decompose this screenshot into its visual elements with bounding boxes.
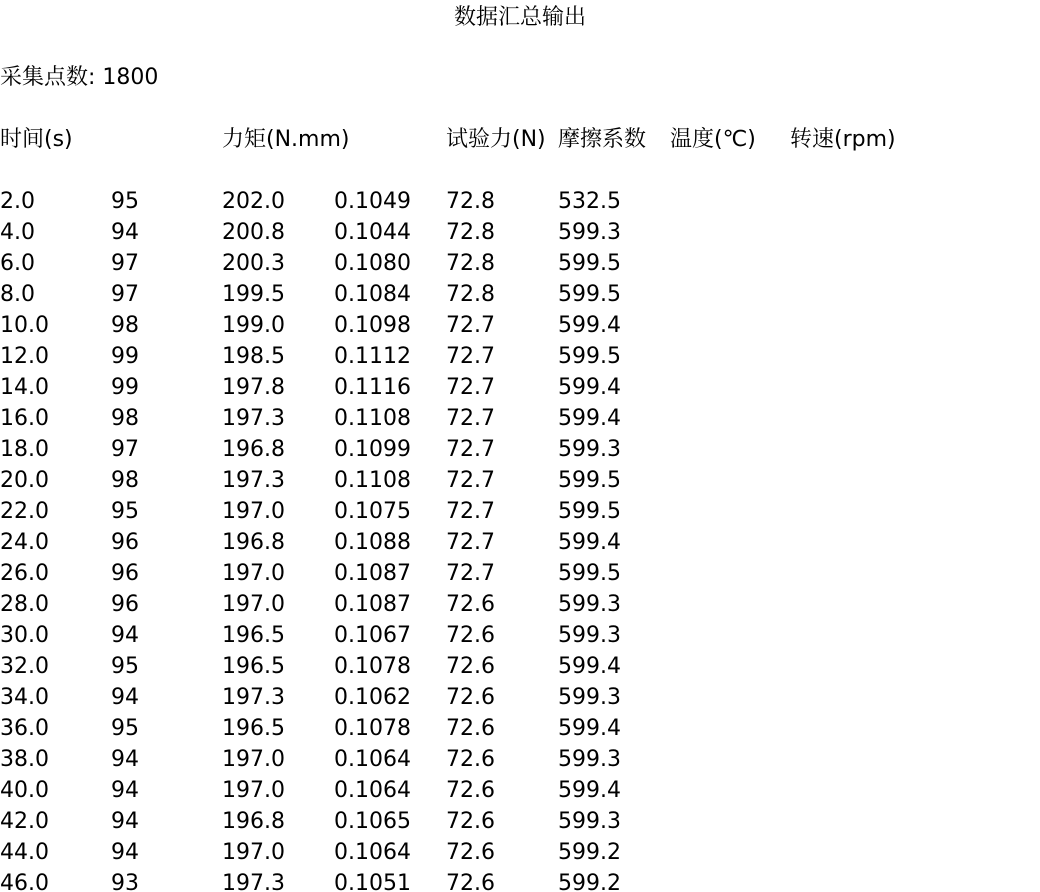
cell-col-5: 72.7 <box>446 406 495 431</box>
cell-col-3: 197.0 <box>222 840 285 865</box>
cell-col-4: 0.1088 <box>334 530 411 555</box>
cell-col-5: 72.6 <box>446 623 495 648</box>
cell-col-5: 72.7 <box>446 375 495 400</box>
cell-time: 26.0 <box>0 561 49 586</box>
cell-col-2: 98 <box>111 406 139 431</box>
table-row <box>0 496 1040 527</box>
cell-time: 14.0 <box>0 375 49 400</box>
cell-col-3: 199.5 <box>222 282 285 307</box>
sample-count <box>0 62 158 93</box>
cell-time: 32.0 <box>0 654 49 679</box>
cell-col-4: 0.1064 <box>334 747 411 772</box>
cell-col-3: 197.0 <box>222 747 285 772</box>
cell-col-3: 197.3 <box>222 685 285 710</box>
cell-col-3: 197.3 <box>222 468 285 493</box>
cell-col-5: 72.7 <box>446 530 495 555</box>
cell-col-5: 72.8 <box>446 251 495 276</box>
cell-col-3: 197.3 <box>222 871 285 892</box>
cell-col-4: 0.1116 <box>334 375 411 400</box>
page-title: 数据汇总输出 <box>453 5 586 30</box>
table-header <box>0 124 1040 155</box>
cell-col-4: 0.1087 <box>334 561 411 586</box>
cell-time: 40.0 <box>0 778 49 803</box>
cell-col-6: 599.4 <box>558 313 621 338</box>
cell-col-6: 599.3 <box>558 220 621 245</box>
cell-col-5: 72.6 <box>446 747 495 772</box>
cell-col-6: 599.2 <box>558 871 621 892</box>
header-time: 时间(s) <box>0 127 73 152</box>
cell-col-4: 0.1084 <box>334 282 411 307</box>
table-row <box>0 186 1040 217</box>
cell-col-6: 599.5 <box>558 499 621 524</box>
cell-col-3: 198.5 <box>222 344 285 369</box>
cell-col-5: 72.7 <box>446 499 495 524</box>
cell-col-6: 599.5 <box>558 468 621 493</box>
cell-col-6: 599.4 <box>558 716 621 741</box>
cell-col-3: 196.5 <box>222 623 285 648</box>
cell-col-5: 72.6 <box>446 840 495 865</box>
cell-col-6: 599.3 <box>558 809 621 834</box>
cell-col-3: 197.8 <box>222 375 285 400</box>
table-row <box>0 434 1040 465</box>
cell-col-2: 94 <box>111 809 139 834</box>
cell-time: 2.0 <box>0 189 35 214</box>
cell-col-5: 72.6 <box>446 685 495 710</box>
cell-col-3: 197.0 <box>222 592 285 617</box>
cell-col-6: 599.4 <box>558 654 621 679</box>
cell-col-5: 72.8 <box>446 189 495 214</box>
cell-time: 44.0 <box>0 840 49 865</box>
table-row <box>0 806 1040 837</box>
cell-col-5: 72.6 <box>446 871 495 892</box>
cell-col-4: 0.1078 <box>334 654 411 679</box>
cell-col-2: 97 <box>111 437 139 462</box>
sample-count-label: 采集点数: <box>0 65 96 90</box>
cell-col-2: 95 <box>111 716 139 741</box>
cell-col-4: 0.1087 <box>334 592 411 617</box>
cell-col-2: 93 <box>111 871 139 892</box>
cell-col-3: 196.8 <box>222 809 285 834</box>
cell-col-3: 197.3 <box>222 406 285 431</box>
cell-col-5: 72.6 <box>446 592 495 617</box>
cell-col-2: 98 <box>111 468 139 493</box>
table-row <box>0 868 1040 892</box>
cell-col-5: 72.7 <box>446 313 495 338</box>
cell-col-2: 94 <box>111 840 139 865</box>
cell-time: 18.0 <box>0 437 49 462</box>
cell-col-3: 197.0 <box>222 499 285 524</box>
header-friction-coefficient: 摩擦系数 <box>558 127 647 152</box>
cell-col-2: 96 <box>111 592 139 617</box>
cell-col-6: 599.5 <box>558 561 621 586</box>
cell-time: 46.0 <box>0 871 49 892</box>
table-row <box>0 744 1040 775</box>
table-row <box>0 713 1040 744</box>
cell-col-5: 72.7 <box>446 468 495 493</box>
cell-col-4: 0.1065 <box>334 809 411 834</box>
cell-time: 42.0 <box>0 809 49 834</box>
table-row <box>0 341 1040 372</box>
cell-col-3: 196.8 <box>222 437 285 462</box>
cell-col-6: 599.3 <box>558 592 621 617</box>
cell-col-6: 599.2 <box>558 840 621 865</box>
cell-col-6: 599.4 <box>558 530 621 555</box>
cell-col-2: 94 <box>111 747 139 772</box>
cell-time: 16.0 <box>0 406 49 431</box>
table-row <box>0 217 1040 248</box>
cell-time: 34.0 <box>0 685 49 710</box>
cell-col-6: 599.4 <box>558 406 621 431</box>
cell-col-6: 599.3 <box>558 747 621 772</box>
cell-col-2: 97 <box>111 282 139 307</box>
cell-col-4: 0.1080 <box>334 251 411 276</box>
cell-col-2: 94 <box>111 220 139 245</box>
cell-col-3: 200.3 <box>222 251 285 276</box>
cell-col-5: 72.7 <box>446 437 495 462</box>
table-row <box>0 682 1040 713</box>
cell-time: 28.0 <box>0 592 49 617</box>
header-test-force: 试验力(N) <box>446 127 546 152</box>
table-row <box>0 775 1040 806</box>
cell-col-4: 0.1078 <box>334 716 411 741</box>
cell-col-3: 200.8 <box>222 220 285 245</box>
table-row <box>0 837 1040 868</box>
cell-time: 20.0 <box>0 468 49 493</box>
cell-col-6: 599.4 <box>558 778 621 803</box>
table-row <box>0 558 1040 589</box>
cell-time: 30.0 <box>0 623 49 648</box>
cell-col-4: 0.1067 <box>334 623 411 648</box>
cell-col-6: 599.3 <box>558 685 621 710</box>
cell-col-5: 72.6 <box>446 654 495 679</box>
header-torque: 力矩(N.mm) <box>222 127 350 152</box>
table-row <box>0 403 1040 434</box>
cell-time: 24.0 <box>0 530 49 555</box>
cell-col-4: 0.1099 <box>334 437 411 462</box>
cell-col-3: 197.0 <box>222 778 285 803</box>
table-row <box>0 279 1040 310</box>
cell-col-6: 599.3 <box>558 437 621 462</box>
table-body <box>0 186 1040 892</box>
cell-col-2: 97 <box>111 251 139 276</box>
cell-col-2: 95 <box>111 654 139 679</box>
cell-col-5: 72.8 <box>446 282 495 307</box>
cell-col-6: 599.3 <box>558 623 621 648</box>
cell-col-2: 96 <box>111 530 139 555</box>
cell-time: 6.0 <box>0 251 35 276</box>
cell-col-2: 99 <box>111 344 139 369</box>
cell-col-5: 72.6 <box>446 778 495 803</box>
header-speed: 转速(rpm) <box>790 127 896 152</box>
cell-time: 4.0 <box>0 220 35 245</box>
cell-col-2: 98 <box>111 313 139 338</box>
table-row <box>0 372 1040 403</box>
table-row <box>0 589 1040 620</box>
cell-col-2: 95 <box>111 499 139 524</box>
cell-col-6: 599.5 <box>558 282 621 307</box>
cell-col-3: 202.0 <box>222 189 285 214</box>
cell-time: 22.0 <box>0 499 49 524</box>
cell-col-3: 196.5 <box>222 654 285 679</box>
cell-col-5: 72.6 <box>446 809 495 834</box>
cell-col-4: 0.1064 <box>334 778 411 803</box>
table-row <box>0 310 1040 341</box>
cell-col-4: 0.1064 <box>334 840 411 865</box>
cell-col-4: 0.1112 <box>334 344 411 369</box>
cell-col-4: 0.1075 <box>334 499 411 524</box>
cell-col-4: 0.1051 <box>334 871 411 892</box>
cell-col-6: 599.4 <box>558 375 621 400</box>
cell-col-3: 199.0 <box>222 313 285 338</box>
cell-col-5: 72.6 <box>446 716 495 741</box>
table-row <box>0 248 1040 279</box>
cell-col-3: 196.8 <box>222 530 285 555</box>
cell-col-4: 0.1062 <box>334 685 411 710</box>
cell-col-5: 72.8 <box>446 220 495 245</box>
cell-col-2: 94 <box>111 685 139 710</box>
cell-col-2: 96 <box>111 561 139 586</box>
cell-col-6: 532.5 <box>558 189 621 214</box>
table-row <box>0 465 1040 496</box>
cell-col-5: 72.7 <box>446 561 495 586</box>
cell-col-2: 94 <box>111 778 139 803</box>
cell-col-3: 197.0 <box>222 561 285 586</box>
cell-col-5: 72.7 <box>446 344 495 369</box>
cell-time: 8.0 <box>0 282 35 307</box>
table-row <box>0 651 1040 682</box>
cell-col-4: 0.1108 <box>334 406 411 431</box>
cell-col-2: 94 <box>111 623 139 648</box>
cell-time: 10.0 <box>0 313 49 338</box>
cell-col-4: 0.1049 <box>334 189 411 214</box>
cell-time: 12.0 <box>0 344 49 369</box>
cell-col-2: 95 <box>111 189 139 214</box>
cell-col-4: 0.1098 <box>334 313 411 338</box>
table-row <box>0 527 1040 558</box>
cell-time: 36.0 <box>0 716 49 741</box>
table-row <box>0 620 1040 651</box>
cell-time: 38.0 <box>0 747 49 772</box>
cell-col-6: 599.5 <box>558 251 621 276</box>
cell-col-6: 599.5 <box>558 344 621 369</box>
sample-count-value: 1800 <box>102 65 159 90</box>
header-temperature: 温度(℃) <box>670 127 756 152</box>
cell-col-4: 0.1108 <box>334 468 411 493</box>
cell-col-4: 0.1044 <box>334 220 411 245</box>
cell-col-3: 196.5 <box>222 716 285 741</box>
cell-col-2: 99 <box>111 375 139 400</box>
